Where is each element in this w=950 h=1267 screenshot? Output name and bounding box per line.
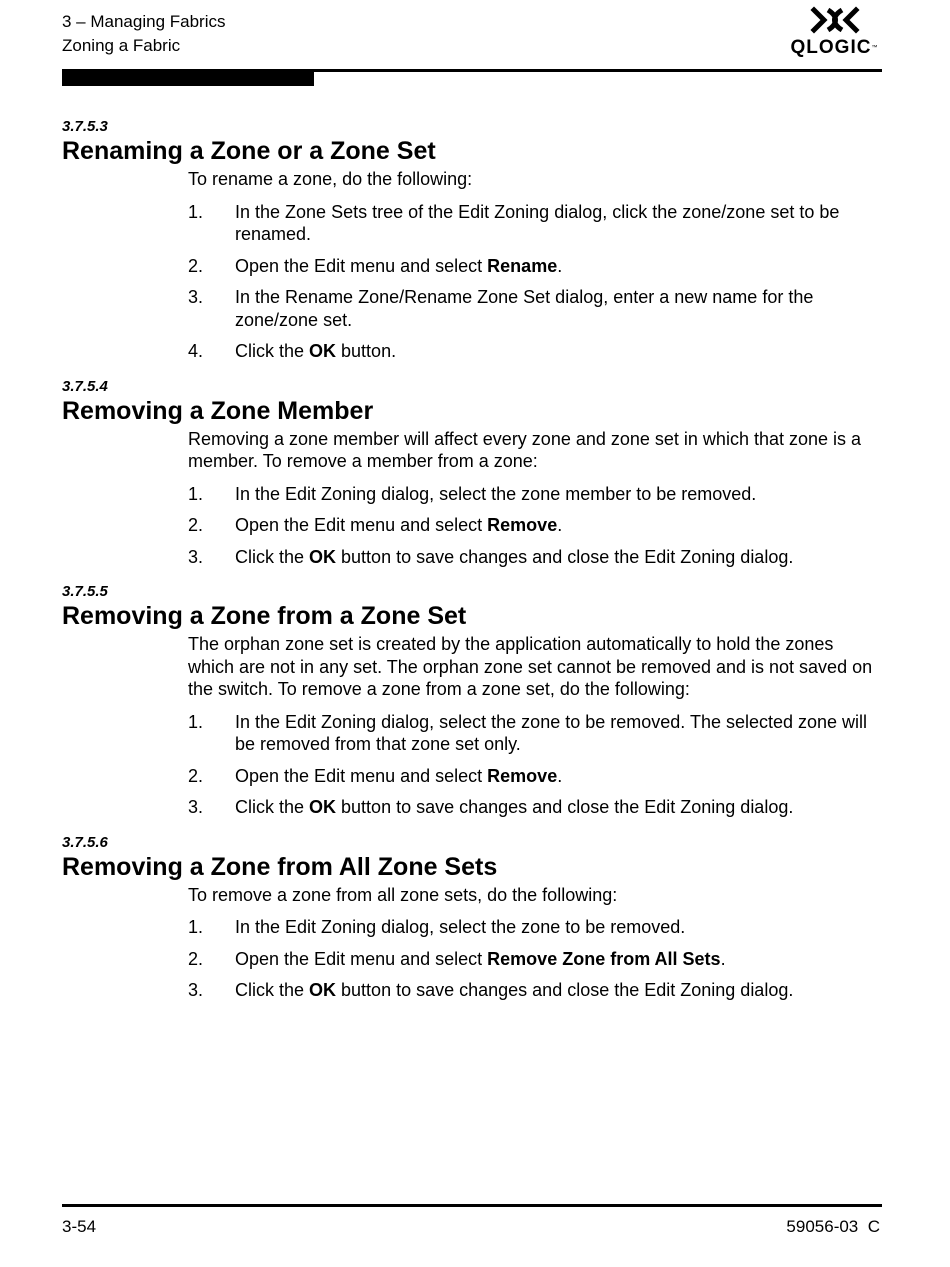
step-item bbox=[188, 711, 882, 756]
section-intro: Removing a zone member will affect every zone and zone set in which that zone is a member. To remove a member from a zone: bbox=[188, 428, 862, 471]
step-text: . bbox=[557, 515, 563, 535]
step-text: . bbox=[557, 255, 563, 276]
step-text: . bbox=[557, 765, 563, 786]
step-text: Open the Edit menu and select bbox=[235, 255, 488, 276]
step-text: Open the Edit menu and select bbox=[235, 948, 488, 969]
footer-rule bbox=[62, 1204, 882, 1207]
step-item bbox=[188, 483, 882, 506]
section-number: 3.7.5.4 bbox=[62, 377, 108, 395]
step-number: 1. bbox=[188, 711, 204, 732]
step-text: In the Zone Sets tree of the Edit Zoning dialog, click the zone/zone set to be renamed. bbox=[235, 201, 840, 244]
section-intro: To rename a zone, do the following: bbox=[188, 169, 473, 189]
section bbox=[62, 583, 882, 834]
step-text: button to save changes and close the Edit Zoning dialog. bbox=[336, 546, 794, 567]
step-text: Click the bbox=[235, 980, 310, 1000]
header-bar bbox=[62, 72, 314, 86]
section-intro: To remove a zone from all zone sets, do the following: bbox=[188, 884, 618, 905]
step-emphasis: OK bbox=[309, 341, 337, 361]
section-spacer bbox=[62, 1011, 882, 1017]
step-text: button to save changes and close the Edit Zoning dialog. bbox=[336, 980, 794, 1000]
section-number: 3.7.5.5 bbox=[62, 583, 108, 600]
step-number: 3. bbox=[188, 546, 204, 567]
step-item bbox=[188, 286, 882, 331]
logo-wordmark bbox=[790, 37, 878, 59]
footer-page-number: 3-54 bbox=[62, 1217, 97, 1236]
step-emphasis: OK bbox=[309, 797, 337, 817]
step-number: 1. bbox=[188, 201, 204, 222]
section bbox=[62, 118, 882, 378]
step-text: In the Edit Zoning dialog, select the zone to be removed. The selected zone will be removed from that zone set only. bbox=[235, 711, 868, 754]
step-list bbox=[188, 201, 882, 363]
step-number: 2. bbox=[188, 255, 204, 276]
step-item bbox=[188, 201, 882, 246]
step-text: Click the bbox=[235, 546, 310, 567]
step-emphasis: Remove Zone from All Sets bbox=[487, 948, 721, 969]
step-text: Click the bbox=[235, 797, 310, 817]
header-section: Zoning a Fabric bbox=[62, 36, 181, 55]
step-emphasis: OK bbox=[309, 546, 337, 567]
step-number: 3. bbox=[188, 797, 204, 817]
step-list bbox=[188, 916, 882, 1002]
step-text: button. bbox=[336, 341, 397, 361]
step-number: 3. bbox=[188, 980, 204, 1000]
step-number: 2. bbox=[188, 515, 204, 535]
header-chapter: 3 – Managing Fabrics bbox=[62, 12, 226, 31]
step-item bbox=[188, 979, 882, 1002]
step-number: 4. bbox=[188, 341, 204, 361]
section-number: 3.7.5.6 bbox=[62, 833, 108, 851]
section-number: 3.7.5.3 bbox=[62, 118, 108, 135]
step-number: 2. bbox=[188, 765, 204, 786]
step-list bbox=[188, 711, 882, 819]
step-item bbox=[188, 546, 882, 569]
step-item bbox=[188, 916, 882, 939]
step-text: Click the bbox=[235, 341, 310, 361]
section-title: Renaming a Zone or a Zone Set bbox=[62, 137, 436, 165]
step-text: In the Edit Zoning dialog, select the zone to be removed. bbox=[235, 917, 686, 937]
section bbox=[62, 834, 882, 1017]
step-text: button to save changes and close the Edit Zoning dialog. bbox=[336, 797, 794, 817]
step-list bbox=[188, 483, 882, 569]
step-number: 1. bbox=[188, 483, 204, 504]
step-item bbox=[188, 514, 882, 537]
step-number: 3. bbox=[188, 287, 204, 307]
step-text: . bbox=[720, 948, 726, 969]
step-emphasis: Remove bbox=[487, 515, 558, 535]
step-item bbox=[188, 765, 882, 788]
step-item bbox=[188, 796, 882, 819]
step-emphasis: Rename bbox=[487, 255, 558, 276]
footer-doc-number: 59056-03 C bbox=[786, 1217, 880, 1236]
section bbox=[62, 378, 882, 584]
step-text: Open the Edit menu and select bbox=[235, 515, 488, 535]
step-emphasis: OK bbox=[309, 980, 337, 1000]
step-item bbox=[188, 340, 882, 363]
step-item bbox=[188, 255, 882, 278]
step-text: Open the Edit menu and select bbox=[235, 765, 488, 786]
section-title: Removing a Zone from All Zone Sets bbox=[62, 852, 498, 881]
step-number: 2. bbox=[188, 948, 204, 969]
section-title: Removing a Zone Member bbox=[62, 396, 374, 425]
section-title: Removing a Zone from a Zone Set bbox=[62, 602, 467, 630]
qlogic-mark-icon bbox=[790, 6, 880, 36]
logo-trademark: ™ bbox=[871, 45, 878, 51]
qlogic-logo bbox=[790, 6, 880, 60]
page-content bbox=[62, 118, 882, 1017]
section-intro: The orphan zone set is created by the application automatically to hold the zones which are not in any set. The orphan zone set cannot be removed and is not saved on the switch. To remove a zone from a zone set, do the following: bbox=[188, 634, 873, 699]
step-text: In the Rename Zone/Rename Zone Set dialog, enter a new name for the zone/zone set. bbox=[235, 287, 814, 330]
step-emphasis: Remove bbox=[487, 765, 558, 786]
step-text: In the Edit Zoning dialog, select the zone member to be removed. bbox=[235, 483, 757, 504]
step-number: 1. bbox=[188, 917, 204, 937]
step-item bbox=[188, 948, 882, 971]
logo-text: QLOGIC bbox=[790, 37, 872, 58]
